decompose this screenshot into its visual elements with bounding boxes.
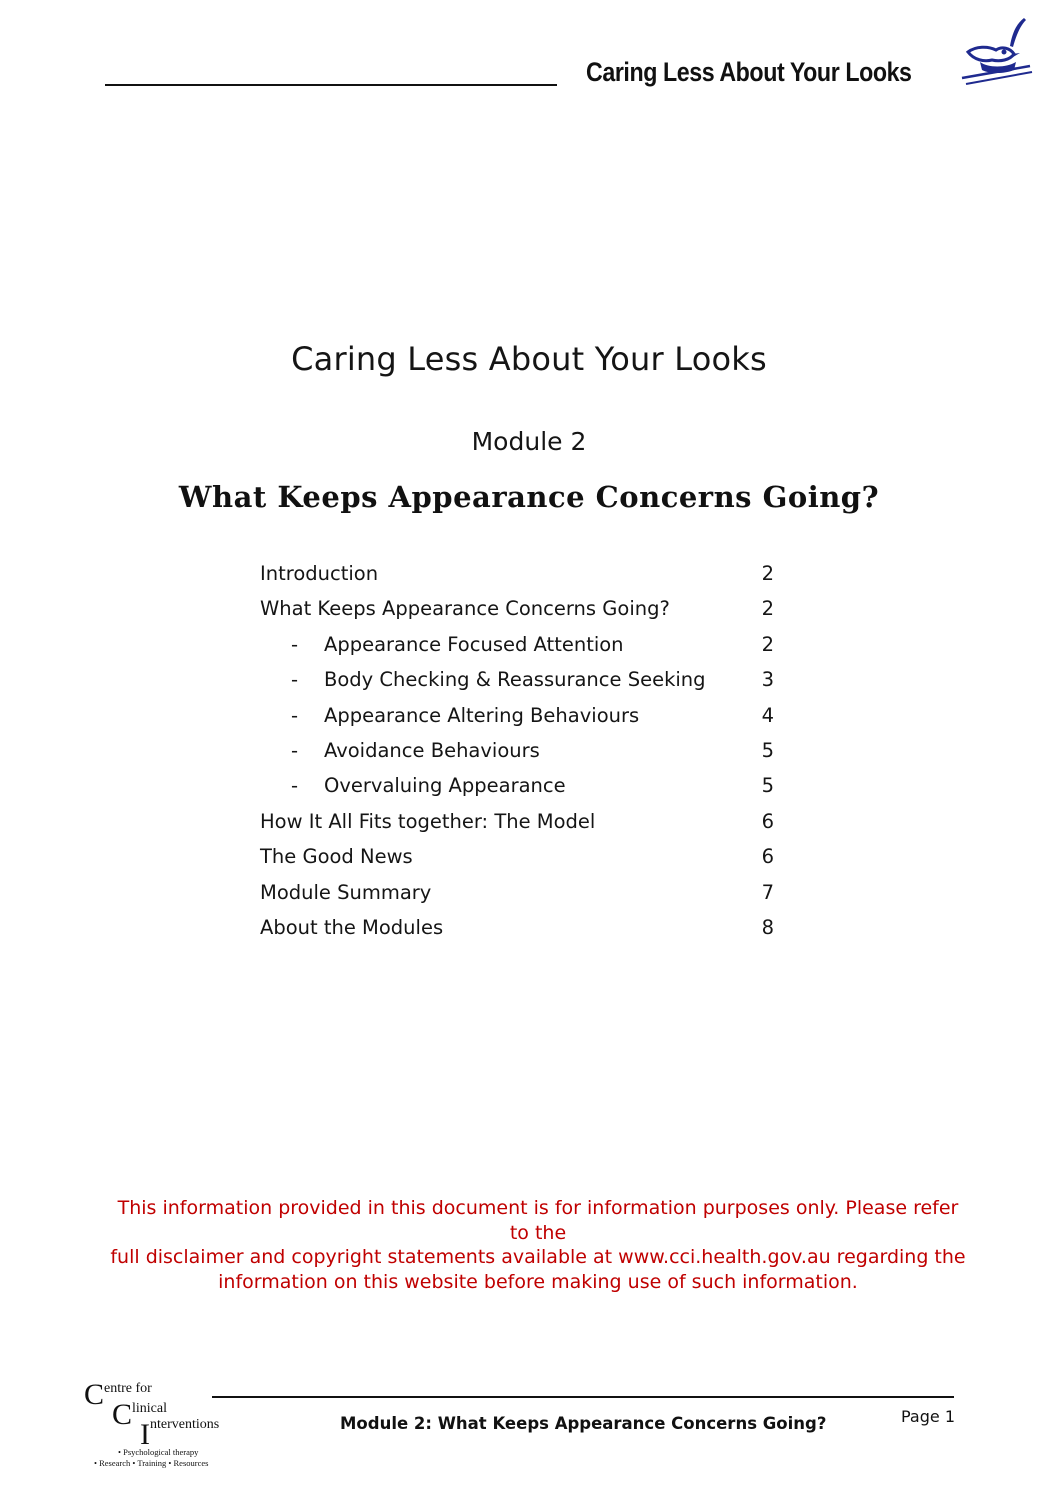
- toc-page: 2: [761, 597, 774, 621]
- toc-row-appearance-focused-attention[interactable]: [260, 631, 780, 666]
- toc-page: 2: [761, 562, 774, 585]
- toc-label: Appearance Focused Attention: [324, 632, 624, 656]
- toc-row-appearance-altering[interactable]: [260, 702, 780, 737]
- module-heading: What Keeps Appearance Concerns Going?: [178, 480, 880, 514]
- toc-label: What Keeps Appearance Concerns Going?: [260, 597, 670, 621]
- disclaimer: [110, 1196, 966, 1294]
- footer-module-label: Module 2: What Keeps Appearance Concerns Going?: [340, 1414, 827, 1433]
- logo-tagline: • Psychological therapy: [118, 1447, 199, 1457]
- module-number: Module 2: [471, 427, 587, 456]
- toc-label: The Good News: [260, 845, 413, 869]
- table-of-contents: [260, 560, 780, 949]
- toc-page: 6: [761, 845, 774, 869]
- toc-row-introduction[interactable]: [260, 560, 780, 595]
- toc-label: Avoidance Behaviours: [324, 738, 540, 762]
- logo-letter: I: [140, 1418, 150, 1451]
- toc-dash: -: [291, 703, 299, 727]
- toc-row-good-news[interactable]: [260, 843, 780, 878]
- toc-label: Body Checking & Reassurance Seeking: [324, 668, 706, 692]
- toc-page: 5: [761, 774, 774, 798]
- toc-dash: -: [291, 774, 299, 798]
- toc-label: How It All Fits together: The Model: [260, 809, 596, 833]
- toc-page: 2: [761, 632, 774, 656]
- toc-page: 8: [761, 915, 774, 939]
- logo-text: nterventions: [150, 1417, 220, 1432]
- toc-row-overvaluing[interactable]: [260, 772, 780, 807]
- toc-row-about[interactable]: [260, 914, 780, 949]
- toc-page: 3: [761, 668, 774, 692]
- disclaimer-line: information on this website before making use of such information.: [218, 1270, 858, 1293]
- toc-label: About the Modules: [260, 915, 444, 939]
- toc-page: 6: [761, 809, 774, 833]
- toc-row-body-checking[interactable]: [260, 666, 780, 701]
- toc-page: 5: [761, 738, 774, 762]
- toc-row-summary[interactable]: [260, 879, 780, 914]
- header-title: Caring Less About Your Looks: [586, 57, 912, 87]
- logo-text: linical: [132, 1401, 167, 1416]
- page-number: Page 1: [901, 1407, 955, 1426]
- logo-letter: C: [112, 1398, 133, 1431]
- logo-text: entre for: [104, 1381, 152, 1396]
- toc-row-model[interactable]: [260, 808, 780, 843]
- toc-label: Appearance Altering Behaviours: [324, 703, 640, 727]
- toc-dash: -: [291, 738, 299, 762]
- disclaimer-line: full disclaimer and copyright statements available at www.cci.health.gov.au regarding the: [110, 1246, 966, 1268]
- toc-label: Introduction: [260, 562, 379, 585]
- bird-quill-icon: [958, 16, 1034, 88]
- logo-tagline: • Research • Training • Resources: [94, 1458, 209, 1468]
- disclaimer-line: This information provided in this document is for information purposes only. Please refer to the: [117, 1197, 959, 1244]
- toc-label: Module Summary: [260, 880, 432, 904]
- toc-dash: -: [291, 632, 299, 656]
- footer-rule: [212, 1396, 954, 1398]
- cci-logo: [82, 1378, 252, 1470]
- document-title: Caring Less About Your Looks: [291, 340, 767, 378]
- toc-label: Overvaluing Appearance: [324, 774, 566, 798]
- logo-letter: C: [84, 1378, 105, 1411]
- toc-page: 7: [761, 880, 774, 904]
- toc-page: 4: [761, 703, 774, 727]
- header-rule: [105, 84, 557, 86]
- toc-dash: -: [291, 668, 299, 692]
- toc-row-what-keeps[interactable]: [260, 595, 780, 630]
- toc-row-avoidance[interactable]: [260, 737, 780, 772]
